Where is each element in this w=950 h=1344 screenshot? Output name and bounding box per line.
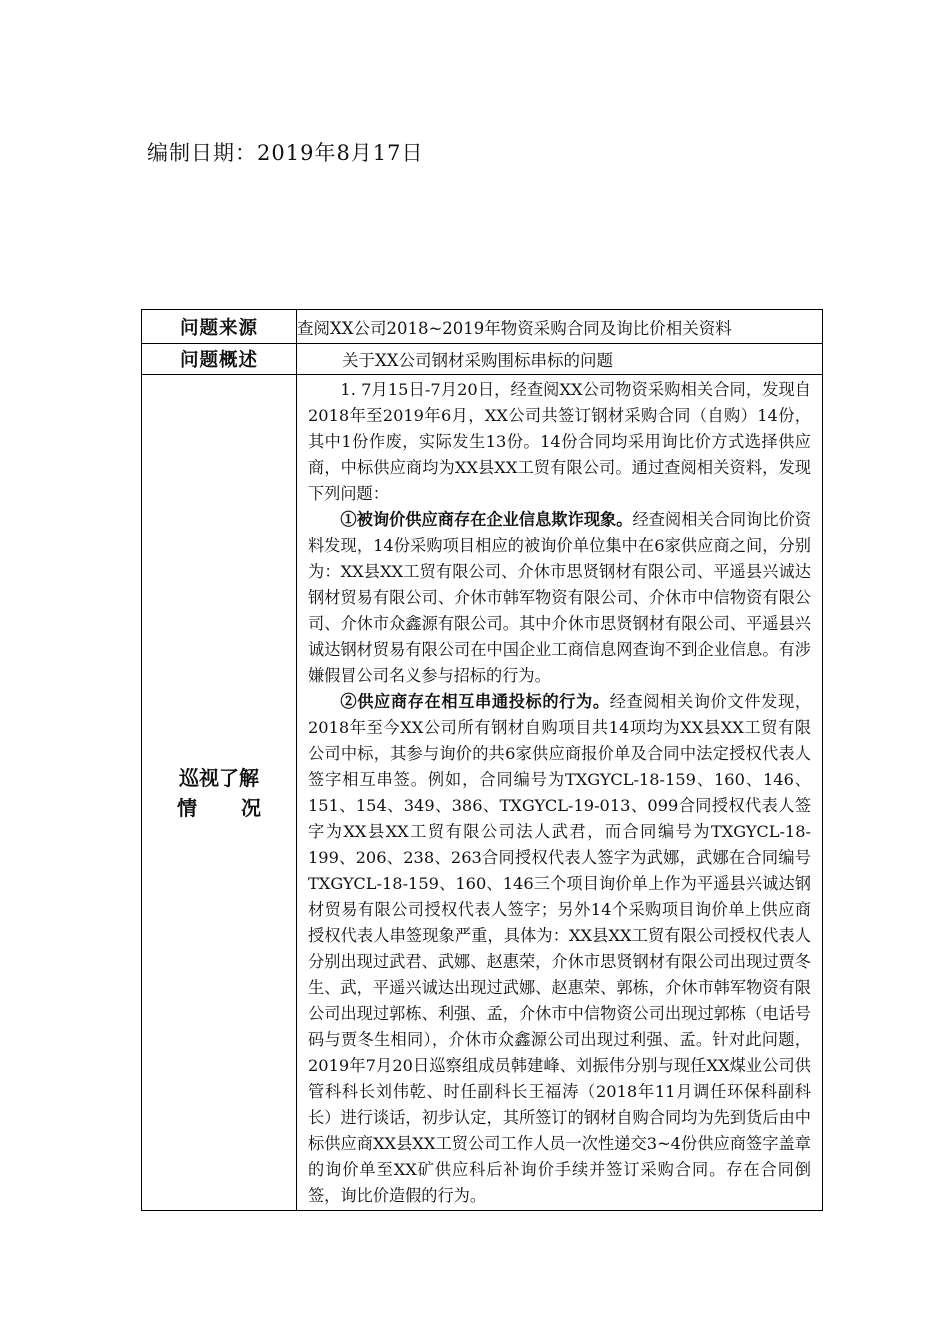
source-value: 查阅XX公司2018~2019年物资采购合同及询比价相关资料 <box>297 310 823 344</box>
details-label-line1: 巡视了解 <box>179 765 259 790</box>
details-paragraph-3 <box>308 689 811 1209</box>
finding-2-heading: ②供应商存在相互串通投标的行为。 <box>340 692 610 711</box>
details-label <box>142 375 305 1211</box>
summary-label: 问题概述 <box>142 344 297 375</box>
summary-value: 关于XX公司钢材采购围标串标的问题 <box>297 344 823 375</box>
details-content <box>297 375 823 1211</box>
details-paragraph-1: 1. 7月15日-7月20日，经查阅XX公司物资采购相关合同，发现自2018年至2019年6月，XX公司共签订钢材采购合同（自购）14份，其中1份作废，实际发生13份。14份合同均采用询比价方式选择供应商，中标供应商均为XX县XX工贸有限公司。通过查阅相关资料，发现下列问题： <box>308 380 811 503</box>
details-label-line2: 情况 <box>177 795 305 820</box>
issue-table <box>141 309 823 1211</box>
source-label: 问题来源 <box>142 310 297 344</box>
details-paragraph-2 <box>308 507 811 689</box>
finding-1-text: 经查阅相关合同询比价资料发现，14份采购项目相应的被询价单位集中在6家供应商之间，分别为：XX县XX工贸有限公司、介休市思贤钢材有限公司、平遥县兴诚达钢材贸易有限公司、介休市韩军物资有限公司、介休市中信物资有限公司、介休市众鑫源有限公司。其中介休市思贤钢材有限公司、平遥县兴诚达钢材贸易有限公司在中国企业工商信息网查询不到企业信息。有涉嫌假冒公司名义参与招标的行为。 <box>308 510 812 685</box>
table-row-source <box>142 310 823 344</box>
table-row-details <box>142 375 823 1211</box>
finding-2-text: 经查阅相关询价文件发现，2018年至今XX公司所有钢材自购项目共14项均为XX县XX工贸有限公司中标，其参与询价的共6家供应商报价单及合同中法定授权代表人签字相互串签。例如，合同编号为TXGYCL-18-159、160、146、151、154、349、386、TXGYCL-19-013、099合同授权代表人签字为XX县XX工贸有限公司法人武君，而合同编号为TXGYCL-18-199、206、238、263合同授权代表人签字为武娜，武娜在合同编号TXGYCL-18-159、160、146三个项目询价单上作为平遥县兴诚达钢材贸易有限公司授权代表人签字；另外14个采购项目询价单上供应商授权代表人串签现象严重，具体为：XX县XX工贸有限公司授权代表人分别出现过武君、武娜、赵惠荣，介休市思贤钢材有限公司出现过贾冬生、武，平遥兴诚达出现过武娜、赵惠荣、郭栋，介休市韩军物资有限公司出现过郭栋、利强、孟，介休市中信物资公司出现过郭栋（电话号码与贾冬生相同），介休市众鑫源公司出现过利强、孟。针对此问题，2019年7月20日巡察组成员韩建峰、刘振伟分别与现任XX煤业公司供管科科长刘伟乾、时任副科长王福涛（2018年11月调任环保科副科长）进行谈话，初步认定，其所签订的钢材自购合同均为先到货后由中标供应商XX县XX工贸公司工作人员一次性递交3~4份供应商签字盖章的询价单至XX矿供应科后补询价手续并签订采购合同。存在合同倒签，询比价造假的行为。 <box>308 692 812 1205</box>
compile-date: 编制日期：2019年8月17日 <box>147 141 424 165</box>
table-row-summary <box>142 344 823 375</box>
finding-1-heading: ①被询价供应商存在企业信息欺诈现象。 <box>340 510 633 529</box>
